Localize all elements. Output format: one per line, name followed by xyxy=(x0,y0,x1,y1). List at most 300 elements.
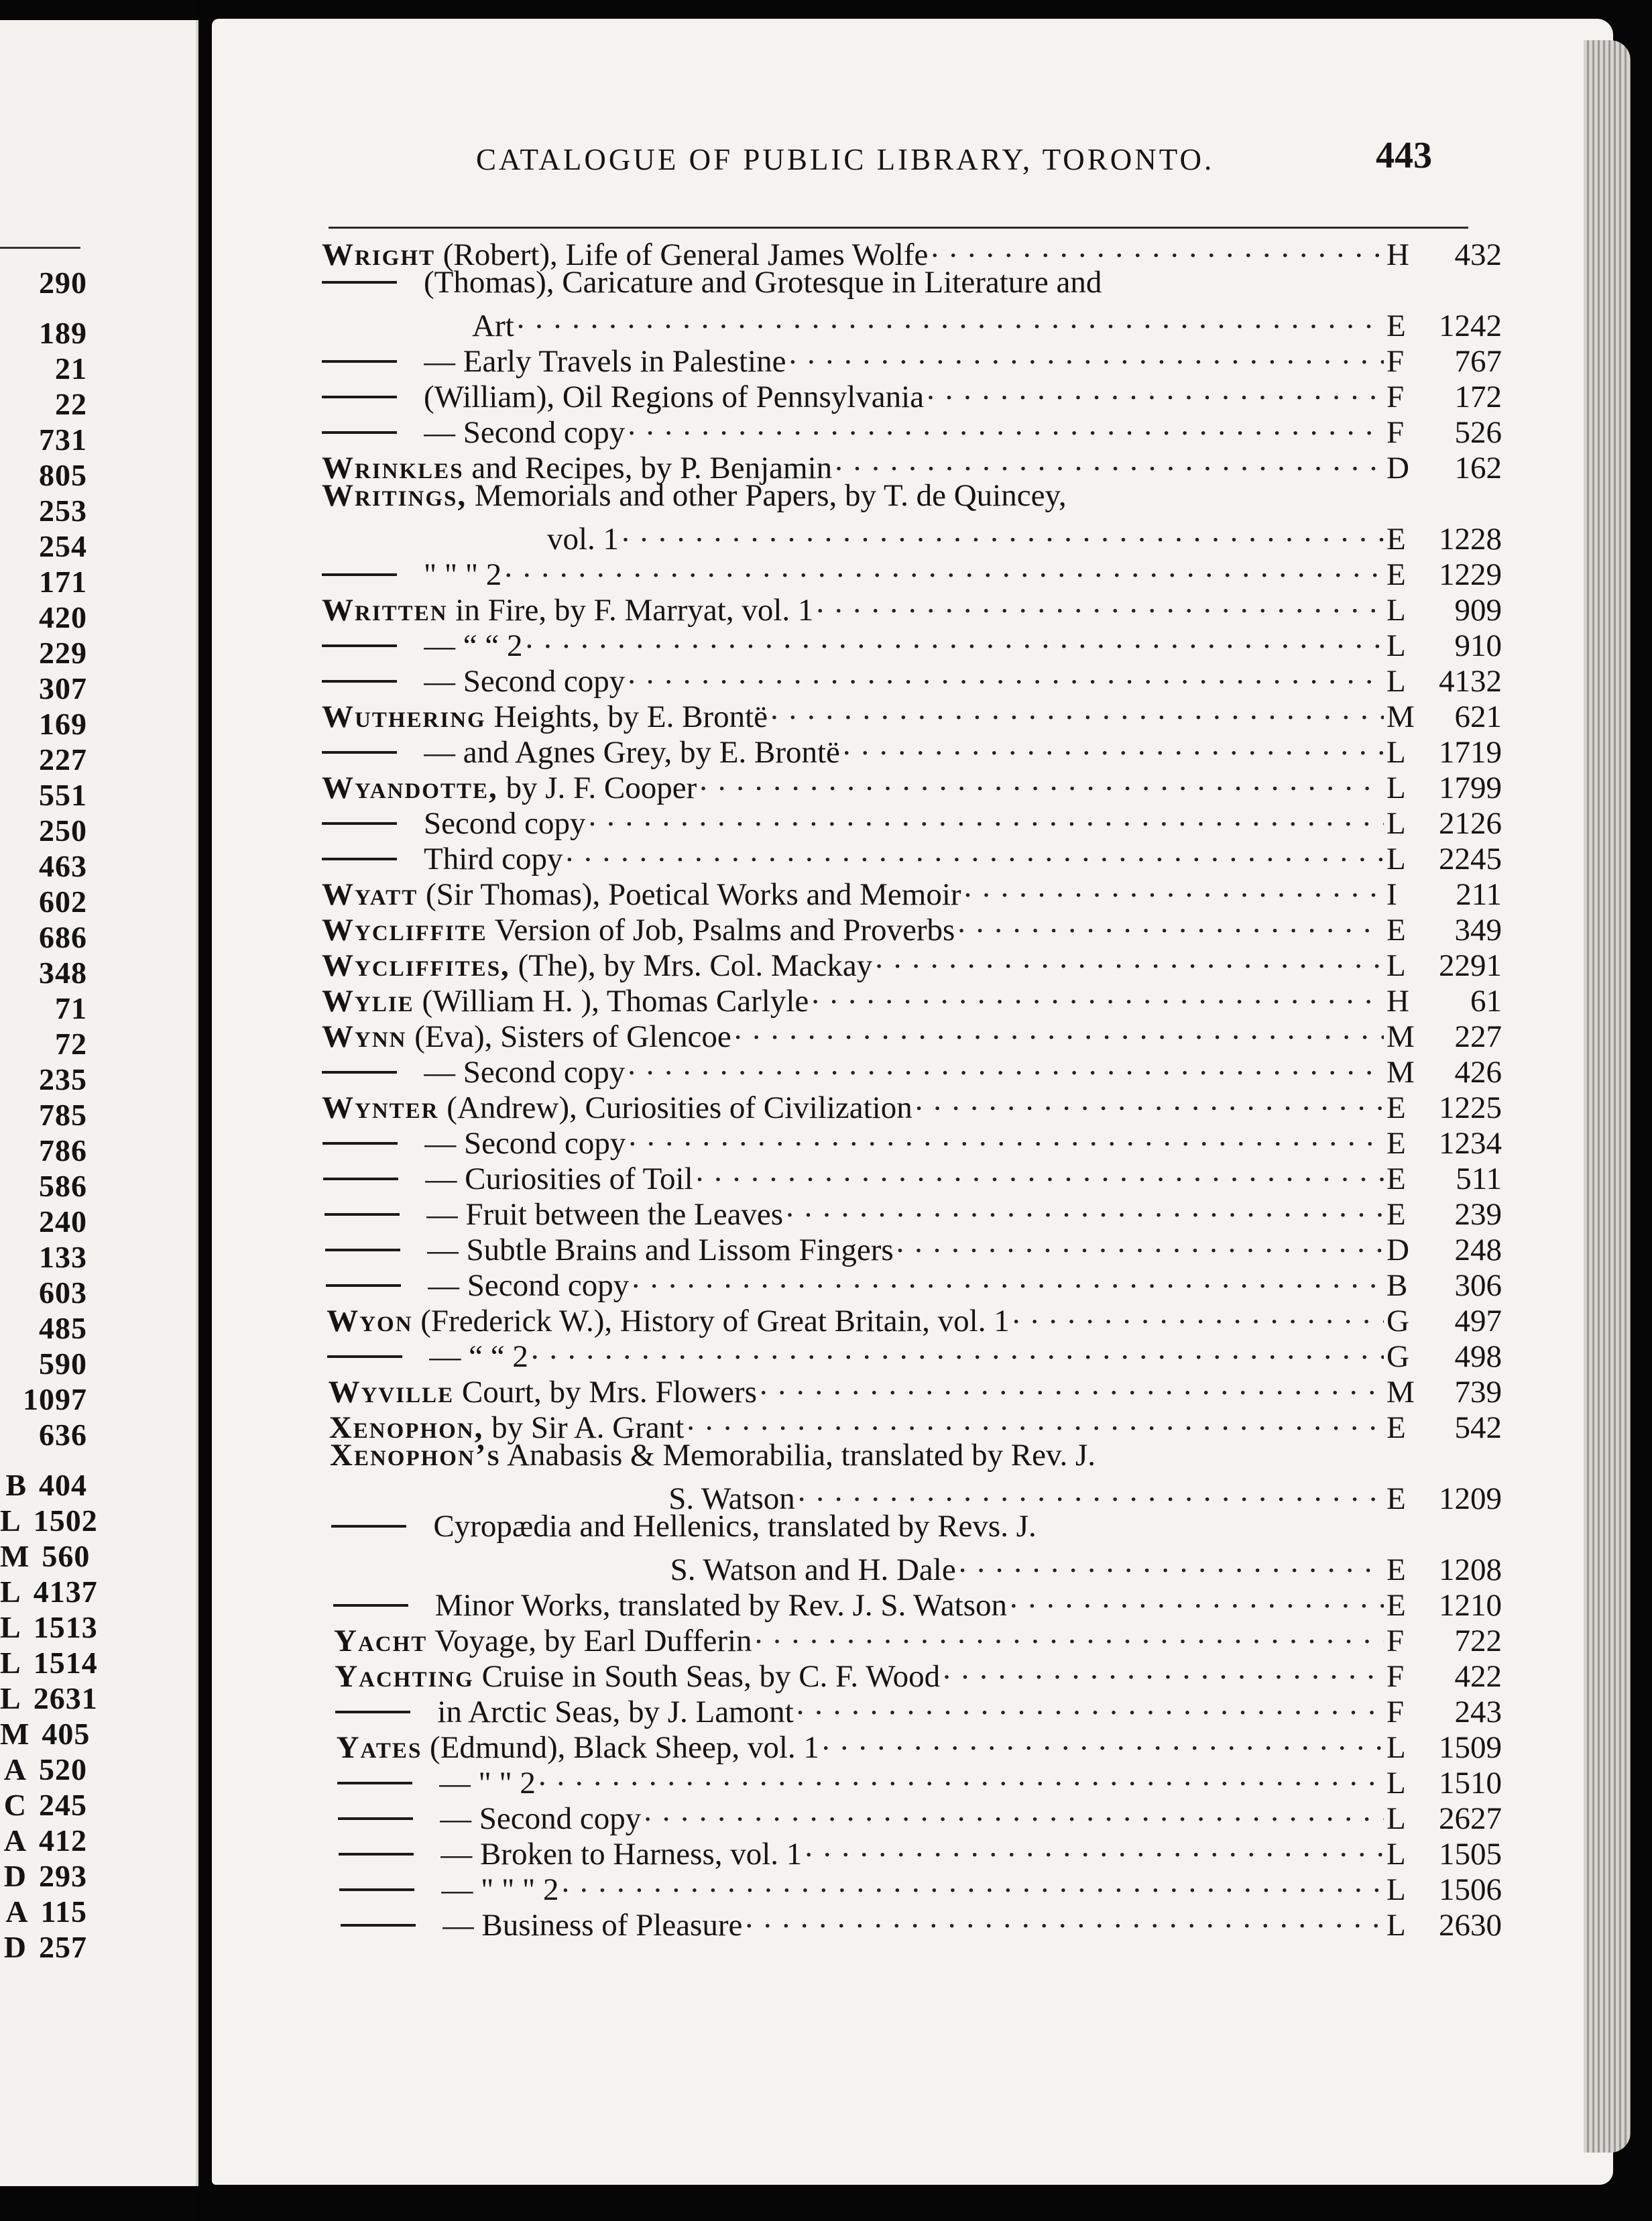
catalogue-entry xyxy=(322,834,1502,876)
dot-leader xyxy=(525,620,1384,656)
dot-leader xyxy=(628,1047,1384,1082)
dot-leader xyxy=(699,762,1384,798)
shelf-number: 4132 xyxy=(1439,664,1502,699)
left-page-entry xyxy=(0,351,87,386)
catalogue-entry xyxy=(324,1189,1502,1232)
left-page-entry xyxy=(0,1538,91,1574)
shelf-number: 211 xyxy=(1456,877,1502,912)
left-page-number: 72 xyxy=(55,1027,87,1061)
catalogue-entry xyxy=(322,762,1502,805)
shelf-number: 1509 xyxy=(1439,1730,1502,1765)
class-letter: D xyxy=(1386,1233,1409,1267)
entry-title: Memorials and other Papers, by T. de Quincey, xyxy=(474,478,1067,513)
shelf-number: 542 xyxy=(1454,1410,1502,1445)
class-letter: L xyxy=(1386,664,1406,699)
entry-title: — Subtle Brains and Lissom Fingers xyxy=(426,1233,894,1267)
class-letter: L xyxy=(1386,771,1406,805)
left-page-class-letter: L xyxy=(0,1575,21,1609)
catalogue-entry xyxy=(326,1260,1502,1303)
ditto-dash xyxy=(333,1604,408,1607)
shelf-number: 1234 xyxy=(1439,1126,1502,1161)
entry-title: — Second copy xyxy=(424,1126,626,1161)
left-page-entry xyxy=(0,1503,98,1538)
left-page-class-letter: L xyxy=(0,1646,21,1680)
left-page-entry xyxy=(0,1716,91,1752)
left-page-entry xyxy=(0,1823,87,1858)
shelf-number: 162 xyxy=(1454,451,1502,486)
left-page-number: 404 xyxy=(39,1468,87,1502)
catalogue-entry xyxy=(333,1580,1502,1623)
left-page-number: 229 xyxy=(39,636,87,670)
left-page-number: 805 xyxy=(39,458,87,492)
class-letter: E xyxy=(1386,522,1406,557)
entry-title: S. Watson xyxy=(668,1481,795,1516)
catalogue-entry xyxy=(339,1864,1502,1907)
entry-title: — Broken to Harness, vol. 1 xyxy=(440,1837,803,1872)
shelf-number: 739 xyxy=(1454,1375,1502,1410)
class-letter: L xyxy=(1386,593,1406,628)
catalogue-entry xyxy=(337,1758,1502,1801)
catalogue-entry xyxy=(322,514,1502,557)
catalogue-entry xyxy=(322,976,1502,1019)
catalogue-entry xyxy=(322,1011,1502,1054)
catalogue-entry xyxy=(322,300,1502,343)
entry-title: — “ “ 2 xyxy=(424,628,523,663)
left-page-entry xyxy=(0,1168,87,1204)
left-page-number: 307 xyxy=(39,671,87,705)
catalogue-entry xyxy=(322,620,1502,663)
page-edges xyxy=(1584,40,1631,2153)
left-page-class-letter: M xyxy=(0,1717,30,1751)
dot-leader xyxy=(517,300,1384,336)
catalogue-entry xyxy=(322,798,1502,841)
class-letter: M xyxy=(1386,1375,1415,1410)
entry-title: (William H. ), Thomas Carlyle xyxy=(422,984,809,1019)
dot-leader xyxy=(588,798,1384,834)
entry-title: — “ “ 2 xyxy=(429,1339,528,1374)
left-page-class-letter: M xyxy=(0,1539,30,1573)
shelf-number: 432 xyxy=(1454,237,1502,272)
left-page-number: 171 xyxy=(39,565,87,599)
catalogue-entry xyxy=(331,1473,1502,1516)
shelf-number: 526 xyxy=(1454,415,1502,450)
left-page-entry xyxy=(0,386,87,422)
entry-text xyxy=(330,1438,1096,1473)
dot-leader xyxy=(896,1225,1384,1260)
shelf-number: 1228 xyxy=(1439,522,1502,557)
class-letter: E xyxy=(1386,1161,1406,1196)
class-letter: I xyxy=(1386,877,1397,912)
left-page-class-letter: D xyxy=(3,1930,27,1964)
left-page-number: 4137 xyxy=(33,1575,98,1609)
ditto-dash xyxy=(339,1888,414,1891)
class-letter: E xyxy=(1386,1588,1406,1623)
dot-leader xyxy=(931,229,1384,265)
left-page-entry xyxy=(0,493,87,528)
entry-title: in Fire, by F. Marryat, vol. 1 xyxy=(455,593,814,628)
ditto-dash xyxy=(327,1355,402,1358)
class-letter: E xyxy=(1386,1126,1406,1161)
shelf-number: 1799 xyxy=(1439,771,1502,805)
entry-title: (Edmund), Black Sheep, vol. 1 xyxy=(430,1730,819,1765)
entry-heading-word: Yacht xyxy=(334,1624,428,1658)
dot-leader xyxy=(504,549,1384,585)
dot-leader xyxy=(628,656,1384,691)
dot-leader xyxy=(734,1011,1384,1047)
shelf-number: 2126 xyxy=(1439,806,1502,841)
entry-heading-word: Wrinkles xyxy=(322,451,464,486)
shelf-number: 621 xyxy=(1454,699,1502,734)
left-page-number: 254 xyxy=(39,529,87,563)
catalogue-entry xyxy=(323,1153,1502,1196)
class-letter: F xyxy=(1386,1695,1405,1729)
dot-leader xyxy=(687,1402,1384,1438)
left-page-entry xyxy=(0,919,87,955)
catalogue-entry xyxy=(322,691,1502,734)
class-letter: F xyxy=(1386,380,1405,414)
shelf-number: 2291 xyxy=(1439,948,1502,983)
left-page-number: 257 xyxy=(39,1930,87,1964)
dot-leader xyxy=(745,1900,1384,1935)
class-letter: L xyxy=(1386,1908,1406,1943)
dot-leader xyxy=(959,1544,1384,1580)
catalogue-entry xyxy=(322,407,1502,450)
entry-title: (Robert), Life of General James Wolfe xyxy=(442,237,929,272)
entry-title: — and Agnes Grey, by E. Brontë xyxy=(424,735,840,770)
left-page-class-letter: A xyxy=(3,1752,27,1786)
left-page-number: 227 xyxy=(39,742,87,777)
shelf-number: 227 xyxy=(1454,1019,1502,1054)
entry-title: — Second copy xyxy=(424,415,626,450)
left-page-number: 250 xyxy=(39,813,87,848)
class-letter: F xyxy=(1386,415,1405,450)
entry-title: — Curiosities of Toil xyxy=(425,1161,693,1196)
left-page-number: 420 xyxy=(39,600,87,634)
left-page-number: 686 xyxy=(39,920,87,954)
dot-leader xyxy=(843,727,1384,762)
left-page-number: 21 xyxy=(55,351,87,386)
entry-title: — Second copy xyxy=(440,1801,642,1836)
catalogue-entry xyxy=(322,372,1502,414)
left-page-entry xyxy=(0,315,87,351)
dot-leader xyxy=(755,1615,1384,1651)
entry-title: by Sir A. Grant xyxy=(491,1410,685,1445)
catalogue-entry xyxy=(322,478,1502,514)
left-page-entry xyxy=(0,1381,87,1417)
ditto-dash xyxy=(322,858,397,860)
class-letter: L xyxy=(1386,1801,1406,1836)
entry-title: Anabasis & Memorabilia, translated by Rev. J. xyxy=(506,1438,1096,1473)
dot-leader xyxy=(1012,1296,1384,1331)
catalogue-entry xyxy=(322,940,1502,983)
entry-title: (The), by Mrs. Col. Mackay xyxy=(518,948,873,983)
entry-title: Third copy xyxy=(424,842,563,876)
left-page-entry xyxy=(0,1609,98,1645)
entry-title: — " " " 2 xyxy=(441,1872,559,1907)
ditto-dash xyxy=(322,431,397,434)
entry-title: vol. 1 xyxy=(547,522,620,557)
left-page-entry xyxy=(0,1681,98,1716)
dot-leader xyxy=(770,691,1384,727)
left-page-number: 603 xyxy=(39,1275,87,1310)
class-letter: E xyxy=(1386,308,1406,343)
entry-title: Cyropædia and Hellenics, translated by Revs. J. xyxy=(433,1509,1037,1544)
entry-title: Voyage, by Earl Dufferin xyxy=(434,1624,752,1658)
ditto-dash xyxy=(322,644,397,647)
ditto-dash xyxy=(325,1249,400,1251)
left-page-number: 253 xyxy=(39,494,87,528)
catalogue-entry xyxy=(334,1615,1502,1658)
left-page-class-letter: D xyxy=(3,1859,27,1893)
catalogue-entry xyxy=(327,1331,1502,1374)
shelf-number: 498 xyxy=(1454,1339,1502,1374)
dot-leader xyxy=(644,1793,1384,1829)
left-header-rule xyxy=(0,247,80,249)
dot-leader xyxy=(696,1153,1384,1189)
left-page-number: 169 xyxy=(39,707,87,741)
class-letter: L xyxy=(1386,735,1406,770)
shelf-number: 722 xyxy=(1454,1624,1502,1658)
left-page-number: 290 xyxy=(39,266,87,300)
catalogue-entry xyxy=(322,1047,1502,1090)
left-page-number: 405 xyxy=(42,1717,91,1751)
ditto-dash xyxy=(322,281,397,284)
left-page-entry xyxy=(0,742,87,777)
left-page-entry xyxy=(0,1929,87,1965)
ditto-dash xyxy=(324,1213,400,1216)
entry-heading-word: Wyatt xyxy=(322,877,418,912)
ditto-dash xyxy=(338,1817,413,1820)
left-page-entry xyxy=(0,990,87,1026)
class-letter: F xyxy=(1386,1659,1405,1694)
entry-title: — Business of Pleasure xyxy=(442,1908,743,1943)
catalogue-entry xyxy=(327,1296,1502,1339)
left-page-class-letter: L xyxy=(0,1503,21,1538)
left-page-number: 412 xyxy=(39,1823,87,1858)
left-page-number: 189 xyxy=(39,316,87,350)
left-page-entry xyxy=(0,457,87,493)
left-page-entry xyxy=(0,1467,87,1503)
shelf-number: 1510 xyxy=(1439,1766,1502,1801)
left-page-number: 590 xyxy=(39,1347,87,1381)
left-page-entry xyxy=(0,706,87,742)
entry-heading-word: Writings, xyxy=(322,478,467,513)
entry-title: — Second copy xyxy=(424,1055,626,1090)
page-number: 443 xyxy=(1376,135,1432,176)
entry-title: (Eva), Sisters of Glencoe xyxy=(414,1019,731,1054)
class-letter: H xyxy=(1386,984,1409,1019)
shelf-number: 349 xyxy=(1454,913,1502,948)
left-page-entry xyxy=(0,1645,98,1681)
catalogue-entry xyxy=(325,1225,1502,1267)
left-number-column xyxy=(0,265,101,1965)
left-page-number: 22 xyxy=(55,387,87,421)
entry-title: by J. F. Cooper xyxy=(506,771,697,805)
ditto-dash xyxy=(322,360,397,363)
shelf-number: 1229 xyxy=(1439,557,1502,592)
catalogue-entry xyxy=(331,1509,1502,1544)
class-letter: E xyxy=(1386,557,1406,592)
entry-heading-word: Wright xyxy=(322,237,436,272)
left-page-number: 235 xyxy=(39,1062,87,1096)
dot-leader xyxy=(1010,1580,1384,1615)
dot-leader xyxy=(816,585,1384,620)
left-page-entry xyxy=(0,1752,87,1787)
entry-text xyxy=(442,1908,743,1943)
left-page-entry xyxy=(0,1787,87,1823)
class-letter: G xyxy=(1386,1304,1409,1339)
left-page-entry xyxy=(0,422,87,457)
shelf-number: 767 xyxy=(1454,344,1502,379)
shelf-number: 61 xyxy=(1470,984,1502,1019)
left-page-number: 785 xyxy=(39,1098,87,1132)
catalogue-entry xyxy=(322,336,1502,379)
left-page-number: 731 xyxy=(39,422,87,457)
catalogue-entry xyxy=(335,1651,1502,1694)
class-letter: L xyxy=(1386,1766,1406,1801)
class-letter: L xyxy=(1386,948,1406,983)
ditto-dash xyxy=(322,1142,398,1145)
left-page-number: 1514 xyxy=(33,1646,98,1680)
catalogue-entry xyxy=(330,1438,1502,1473)
class-letter: M xyxy=(1386,699,1415,734)
dot-leader xyxy=(927,372,1384,407)
shelf-number: 1242 xyxy=(1439,308,1502,343)
shelf-number: 910 xyxy=(1454,628,1502,663)
ditto-dash xyxy=(322,751,397,754)
entry-title: (Thomas), Caricature and Grotesque in Literature and xyxy=(424,265,1102,300)
dot-leader xyxy=(943,1651,1384,1687)
shelf-number: 2245 xyxy=(1439,842,1502,876)
left-page-number: 71 xyxy=(55,991,87,1025)
left-page-number: 1502 xyxy=(33,1503,98,1538)
class-letter: L xyxy=(1386,806,1406,841)
entry-heading-word: Wyon xyxy=(327,1304,413,1339)
entry-text xyxy=(322,478,1067,514)
dot-leader xyxy=(788,336,1384,372)
dot-leader xyxy=(628,1118,1384,1153)
ditto-dash xyxy=(322,1071,397,1074)
entry-title: Heights, by E. Brontë xyxy=(493,699,768,734)
class-letter: E xyxy=(1386,1552,1406,1587)
shelf-number: 243 xyxy=(1454,1695,1502,1729)
catalogue-entry xyxy=(322,265,1502,300)
shelf-number: 1210 xyxy=(1439,1588,1502,1623)
left-page-number: 348 xyxy=(39,956,87,990)
entry-title: (William), Oil Regions of Pennsylvania xyxy=(424,380,925,414)
left-page-number: 520 xyxy=(39,1752,87,1786)
left-page-entry xyxy=(0,884,87,919)
left-page-number: 115 xyxy=(40,1894,87,1929)
ditto-dash xyxy=(337,1782,412,1784)
entry-heading-word: Wycliffite xyxy=(322,913,487,948)
left-page-number: 293 xyxy=(39,1859,87,1893)
dot-leader xyxy=(835,443,1384,478)
ditto-dash xyxy=(335,1711,410,1713)
entry-title: Court, by Mrs. Flowers xyxy=(461,1375,757,1410)
class-letter: L xyxy=(1386,1730,1406,1765)
dot-leader xyxy=(628,407,1384,443)
dot-leader xyxy=(915,1082,1384,1118)
shelf-number: 1505 xyxy=(1439,1837,1502,1872)
left-page-entry xyxy=(0,1062,87,1097)
left-page-entry xyxy=(0,600,87,635)
left-page-class-letter: A xyxy=(3,1823,27,1858)
entry-title: — Second copy xyxy=(424,664,626,699)
left-page-entry xyxy=(0,777,87,813)
class-letter: L xyxy=(1386,628,1406,663)
left-page-entry xyxy=(0,1275,87,1310)
entry-heading-word: Wynn xyxy=(322,1019,407,1054)
left-page-entry xyxy=(0,1239,87,1275)
catalogue-entry xyxy=(329,1402,1502,1445)
left-page-fragment xyxy=(0,20,198,2186)
left-page-entry xyxy=(0,1858,87,1894)
left-page-number: 786 xyxy=(39,1133,87,1168)
class-letter: E xyxy=(1386,1481,1406,1516)
ditto-dash xyxy=(322,822,397,825)
left-page-entry xyxy=(0,671,87,706)
catalogue-entry xyxy=(322,727,1502,770)
dot-leader xyxy=(805,1829,1384,1864)
class-letter: E xyxy=(1386,1410,1406,1445)
left-page-entry xyxy=(0,528,87,564)
left-page-entry xyxy=(0,955,87,990)
ditto-dash xyxy=(322,396,397,398)
dot-leader xyxy=(531,1331,1384,1367)
entry-title: " " " 2 xyxy=(424,557,502,592)
entry-heading-word: Yachting xyxy=(335,1659,474,1694)
dot-leader xyxy=(566,834,1384,869)
entry-title: Version of Job, Psalms and Proverbs xyxy=(494,913,955,948)
class-letter: H xyxy=(1386,237,1409,272)
ditto-dash xyxy=(323,1178,398,1180)
left-page-entry xyxy=(0,564,87,600)
catalogue-entry xyxy=(322,549,1502,592)
entry-heading-word: Yates xyxy=(336,1730,422,1765)
entry-heading-word: Xenophon’s xyxy=(330,1438,501,1473)
ditto-dash xyxy=(326,1284,401,1287)
left-page-number: 463 xyxy=(39,849,87,883)
left-page-number: 245 xyxy=(39,1788,87,1822)
left-page-entry xyxy=(0,265,87,300)
class-letter: M xyxy=(1386,1055,1415,1090)
catalogue-entry xyxy=(339,1829,1502,1872)
left-page-number: 1097 xyxy=(23,1382,87,1416)
dot-leader xyxy=(538,1758,1384,1793)
left-page-number: 1513 xyxy=(33,1610,98,1644)
dot-leader xyxy=(811,976,1384,1011)
shelf-number: 239 xyxy=(1454,1197,1502,1232)
dot-leader xyxy=(786,1189,1384,1225)
left-page-number: 560 xyxy=(42,1539,91,1573)
entry-title: — Fruit between the Leaves xyxy=(426,1197,784,1232)
left-page-entry xyxy=(0,1310,87,1346)
entry-heading-word: Xenophon, xyxy=(329,1410,484,1445)
dot-leader xyxy=(798,1473,1384,1509)
class-letter: E xyxy=(1386,1197,1406,1232)
shelf-number: 248 xyxy=(1454,1233,1502,1267)
entry-heading-word: Wylie xyxy=(322,984,414,1019)
entry-title: — Second copy xyxy=(428,1268,630,1303)
left-page-number: 602 xyxy=(39,885,87,919)
left-page-entry xyxy=(0,848,87,884)
entry-heading-word: Written xyxy=(322,593,448,628)
dot-leader xyxy=(875,940,1384,976)
entry-title: (Frederick W.), History of Great Britain, vol. 1 xyxy=(420,1304,1010,1339)
entry-title: in Arctic Seas, by J. Lamont xyxy=(437,1695,794,1729)
left-page-number: 485 xyxy=(39,1311,87,1345)
